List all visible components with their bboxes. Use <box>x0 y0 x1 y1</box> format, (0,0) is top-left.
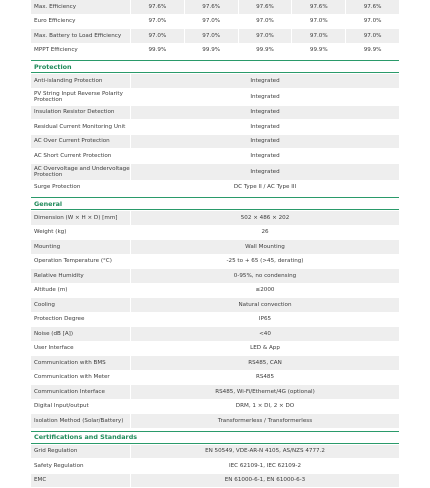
spec-label: PV String Input Reverse Polarity Protection <box>31 89 130 105</box>
spec-value: EN 50549, VDE-AR-N 4105, AS/NZS 4777.2 <box>131 445 399 459</box>
spec-row <box>31 211 399 226</box>
certifications-table <box>31 445 399 488</box>
spec-sheet <box>31 0 399 488</box>
spec-value: RS485, Wi-Fi/Ethernet/4G (optional) <box>131 385 399 399</box>
spec-label: Operation Temperature (°C) <box>31 255 130 269</box>
spec-value: Wall Mounting <box>131 240 399 254</box>
spec-row <box>31 74 399 89</box>
section-header-protection: Protection <box>31 60 399 73</box>
spec-label: EMC <box>31 474 130 488</box>
spec-value: RS485, CAN <box>131 356 399 370</box>
spec-value-cell: 97.0% <box>131 29 184 43</box>
section-header-certifications: Certifications and Standards <box>31 431 399 444</box>
spec-value-cell: 97.0% <box>292 15 345 29</box>
spec-row <box>31 342 399 357</box>
spec-value: EN 61000-6-1, EN 61000-6-3 <box>131 474 399 488</box>
spec-value-cell: 97.6% <box>131 0 184 14</box>
spec-value: <40 <box>131 327 399 341</box>
spec-value: 0-95%, no condensing <box>131 269 399 283</box>
spec-value-cell: 99.9% <box>131 44 184 58</box>
spec-label: Cooling <box>31 298 130 312</box>
spec-row <box>31 474 399 488</box>
spec-label: Euro Efficiency <box>31 15 130 29</box>
spec-row <box>31 255 399 270</box>
spec-label: Weight (kg) <box>31 226 130 240</box>
spec-value-cell: 99.9% <box>292 44 345 58</box>
spec-value: Integrated <box>131 120 399 134</box>
spec-label: Relative Humidity <box>31 269 130 283</box>
spec-value-cell: 97.0% <box>185 29 238 43</box>
spec-label: Communication Interface <box>31 385 130 399</box>
spec-row <box>31 164 399 181</box>
general-table <box>31 211 399 429</box>
spec-label: Grid Regulation <box>31 445 130 459</box>
spec-value: Integrated <box>131 135 399 149</box>
spec-label: Safety Regulation <box>31 459 130 473</box>
spec-row <box>31 29 399 44</box>
spec-value: RS485 <box>131 371 399 385</box>
spec-row <box>31 106 399 121</box>
protection-table <box>31 74 399 195</box>
spec-row <box>31 385 399 400</box>
spec-label: Mounting <box>31 240 130 254</box>
section-header-general: General <box>31 197 399 210</box>
spec-label: Insulation Resistor Detection <box>31 106 130 120</box>
spec-row <box>31 44 399 59</box>
spec-value: DC Type II / AC Type III <box>131 181 399 195</box>
spec-value-cell: 97.0% <box>239 15 292 29</box>
spec-label: Surge Protection <box>31 181 130 195</box>
spec-row <box>31 15 399 30</box>
spec-value: LED & App <box>131 342 399 356</box>
spec-value-cell: 99.9% <box>185 44 238 58</box>
spec-value: Integrated <box>131 74 399 88</box>
spec-value: Transformerless / Transformerless <box>131 414 399 428</box>
spec-value-cell: 97.6% <box>346 0 399 14</box>
spec-row <box>31 240 399 255</box>
spec-value-cell: 97.0% <box>346 15 399 29</box>
spec-value-cell: 97.0% <box>185 15 238 29</box>
spec-value: IP65 <box>131 313 399 327</box>
spec-row <box>31 414 399 429</box>
spec-row <box>31 313 399 328</box>
spec-value: Integrated <box>131 89 399 105</box>
spec-value-cell: 97.6% <box>185 0 238 14</box>
spec-value: Natural convection <box>131 298 399 312</box>
spec-row <box>31 445 399 460</box>
spec-label: Communication with Meter <box>31 371 130 385</box>
spec-row <box>31 371 399 386</box>
spec-row <box>31 89 399 106</box>
spec-value: 502 × 486 × 202 <box>131 211 399 225</box>
spec-value-cell: 99.9% <box>346 44 399 58</box>
spec-label: Altitude (m) <box>31 284 130 298</box>
spec-value: Integrated <box>131 106 399 120</box>
spec-row <box>31 120 399 135</box>
spec-values <box>130 0 399 14</box>
spec-row <box>31 356 399 371</box>
spec-value-cell: 99.9% <box>239 44 292 58</box>
spec-values <box>130 44 399 58</box>
spec-value-cell: 97.0% <box>346 29 399 43</box>
spec-label: Protection Degree <box>31 313 130 327</box>
spec-value-cell: 97.0% <box>292 29 345 43</box>
spec-label: Digital Input/output <box>31 400 130 414</box>
spec-label: AC Overvoltage and Undervoltage Protection <box>31 164 130 180</box>
spec-row <box>31 149 399 164</box>
spec-label: Max. Efficiency <box>31 0 130 14</box>
spec-row <box>31 226 399 241</box>
spec-values <box>130 29 399 43</box>
spec-row <box>31 459 399 474</box>
spec-row <box>31 269 399 284</box>
spec-row <box>31 135 399 150</box>
spec-row <box>31 0 399 15</box>
spec-label: User Interface <box>31 342 130 356</box>
spec-label: MPPT Efficiency <box>31 44 130 58</box>
spec-value: Integrated <box>131 164 399 180</box>
spec-label: Communication with BMS <box>31 356 130 370</box>
spec-value: ≤2000 <box>131 284 399 298</box>
spec-label: Anti-islanding Protection <box>31 74 130 88</box>
spec-row <box>31 327 399 342</box>
spec-label: AC Short Current Protection <box>31 149 130 163</box>
spec-label: Noise (dB [A]) <box>31 327 130 341</box>
spec-value: 26 <box>131 226 399 240</box>
spec-value-cell: 97.0% <box>131 15 184 29</box>
spec-row <box>31 181 399 196</box>
spec-row <box>31 298 399 313</box>
spec-value-cell: 97.6% <box>292 0 345 14</box>
spec-value: Integrated <box>131 149 399 163</box>
spec-label: Isolation Method (Solar/Battery) <box>31 414 130 428</box>
spec-row <box>31 284 399 299</box>
spec-value-cell: 97.0% <box>239 29 292 43</box>
spec-value: -25 to + 65 (>45, derating) <box>131 255 399 269</box>
spec-row <box>31 400 399 415</box>
efficiency-table <box>31 0 399 58</box>
spec-value: IEC 62109-1, IEC 62109-2 <box>131 459 399 473</box>
spec-label: Residual Current Monitoring Unit <box>31 120 130 134</box>
spec-values <box>130 15 399 29</box>
spec-value-cell: 97.6% <box>239 0 292 14</box>
spec-label: Max. Battery to Load Efficiency <box>31 29 130 43</box>
spec-label: Dimension (W × H × D) [mm] <box>31 211 130 225</box>
spec-value: DRM, 1 × DI, 2 × DO <box>131 400 399 414</box>
spec-label: AC Over Current Protection <box>31 135 130 149</box>
